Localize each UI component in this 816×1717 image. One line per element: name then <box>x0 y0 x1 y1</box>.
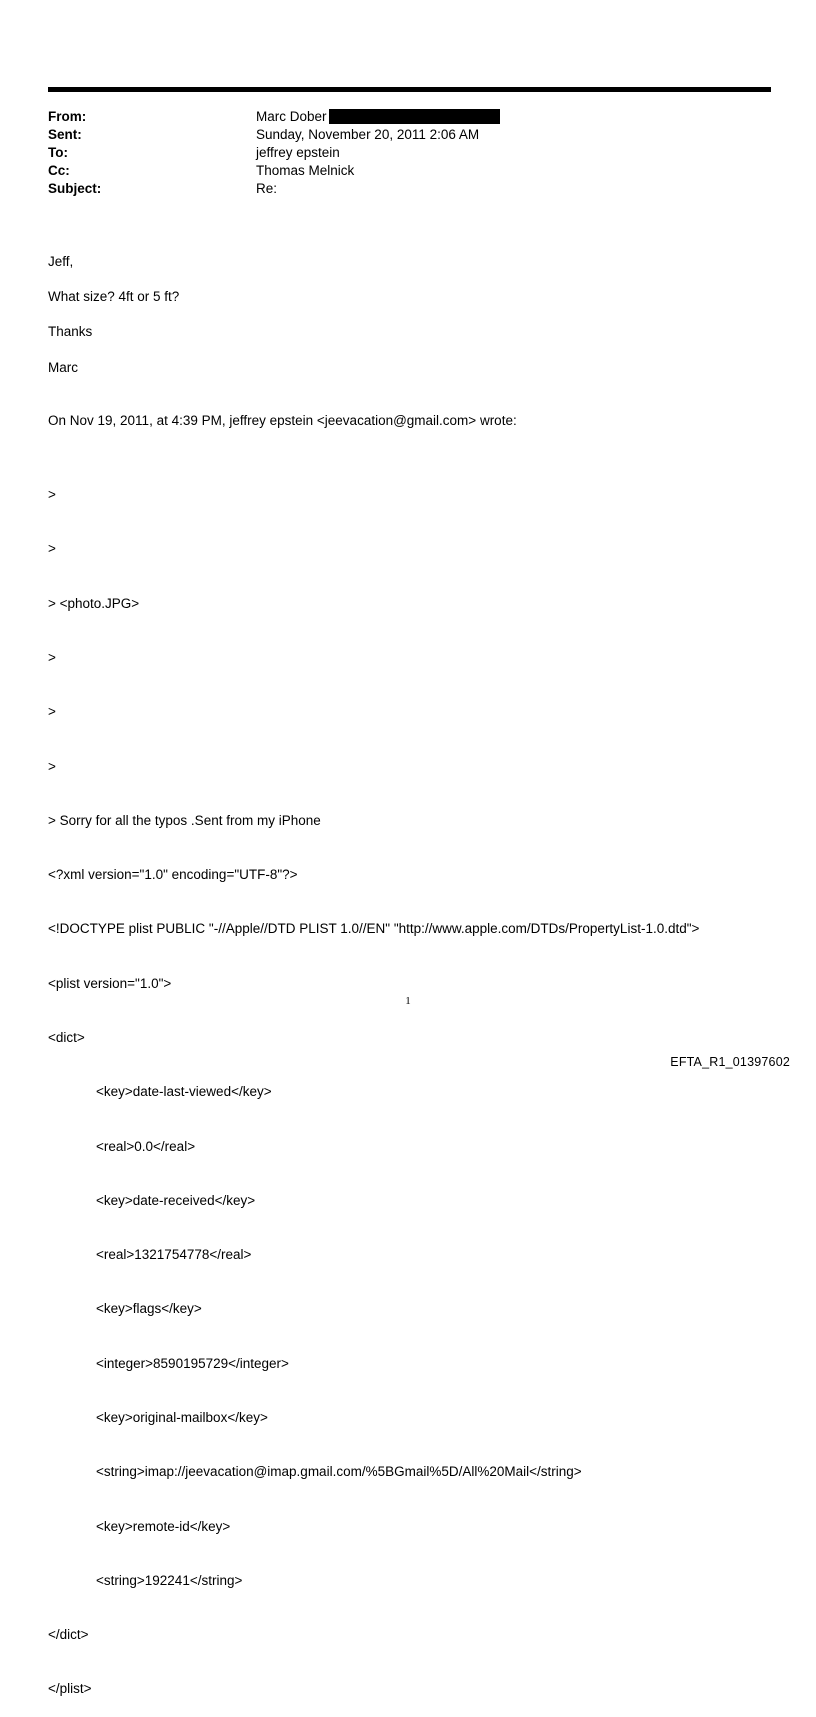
plist-entry: <key>flags</key> <box>96 1301 202 1317</box>
plist-entry: <integer>8590195729</integer> <box>96 1355 289 1371</box>
quoted-line: > <box>48 758 56 774</box>
xml-declaration: <?xml version="1.0" encoding="UTF-8"?> <box>48 867 298 883</box>
sent-label: Sent: <box>48 127 82 142</box>
cc-row <box>48 162 771 180</box>
plist-entry: <real>0.0</real> <box>96 1138 196 1154</box>
plist-entry: <string>192241</string> <box>96 1572 243 1588</box>
signature: Marc <box>48 360 78 375</box>
plist-entry: <string>imap://jeevacation@imap.gmail.com/%5BGmail%5D/All%20Mail</string> <box>96 1464 582 1480</box>
doctype-line: <!DOCTYPE plist PUBLIC "-//Apple//DTD PLIST 1.0//EN" "http://www.apple.com/DTDs/PropertyList-1.0.dtd"> <box>48 921 700 937</box>
bates-number: EFTA_R1_01397602 <box>670 1055 790 1069</box>
cc-value: Thomas Melnick <box>256 163 355 178</box>
quoted-line: > <box>48 704 56 720</box>
from-row <box>48 108 771 126</box>
from-value <box>256 108 500 126</box>
dict-open: <dict> <box>48 1030 85 1045</box>
page-number: 1 <box>405 995 411 1007</box>
subject-row <box>48 180 771 198</box>
dict-close: </dict> <box>48 1627 89 1643</box>
plist-entry: <key>original-mailbox</key> <box>96 1409 268 1425</box>
quoted-line: > <box>48 650 56 666</box>
to-value: jeffrey epstein <box>256 145 340 160</box>
from-label: From: <box>48 109 87 124</box>
quote-intro: On Nov 19, 2011, at 4:39 PM, jeffrey epstein <jeevacation@gmail.com> wrote: <box>48 413 517 428</box>
to-label: To: <box>48 145 68 160</box>
plist-open: <plist version="1.0"> <box>48 975 172 991</box>
quoted-line: > <photo.JPG> <box>48 595 140 611</box>
plist-close: </plist> <box>48 1681 92 1697</box>
from-name: Marc Dober <box>256 109 327 124</box>
cc-label: Cc: <box>48 163 70 178</box>
subject-value: Re: <box>256 181 278 196</box>
redaction-bar <box>329 109 500 124</box>
header-rule <box>48 87 771 92</box>
plist-entry: <real>1321754778</real> <box>96 1247 252 1263</box>
greeting: Jeff, <box>48 254 74 269</box>
plist-entry: <key>date-received</key> <box>96 1192 256 1208</box>
quoted-line: > Sorry for all the typos .Sent from my iPhone <box>48 812 321 828</box>
sent-row <box>48 126 771 144</box>
to-row <box>48 144 771 162</box>
plist-entry: <key>date-last-viewed</key> <box>96 1084 272 1100</box>
thanks: Thanks <box>48 324 93 339</box>
quoted-line: > <box>48 541 56 557</box>
quoted-line: > <box>48 487 56 503</box>
email-header <box>48 108 771 198</box>
plist-entry: <key>remote-id</key> <box>96 1518 231 1534</box>
subject-label: Subject: <box>48 181 102 196</box>
quoted-message <box>48 450 699 1717</box>
question: What size? 4ft or 5 ft? <box>48 289 180 304</box>
sent-value: Sunday, November 20, 2011 2:06 AM <box>256 127 480 142</box>
